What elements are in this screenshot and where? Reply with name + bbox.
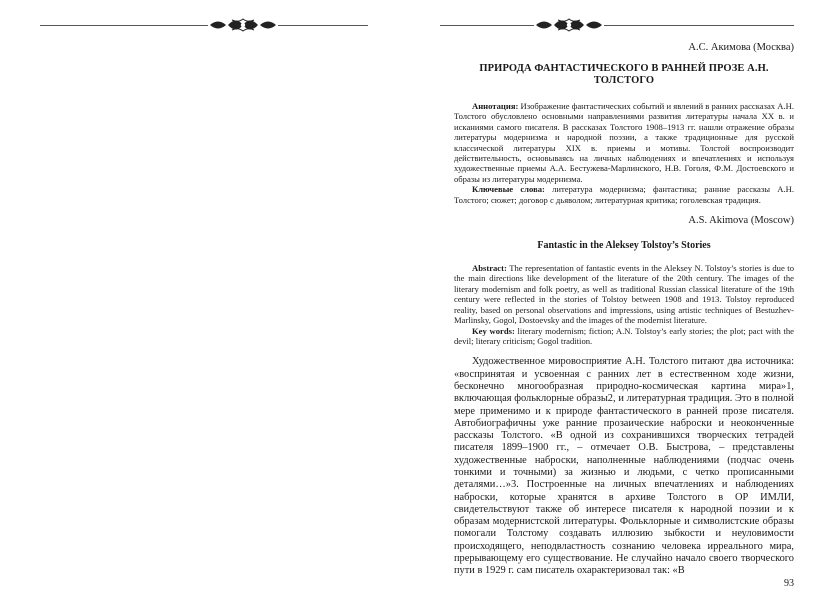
- author-en: A.S. Akimova (Moscow): [688, 215, 794, 227]
- body-paragraph: Художественное мировосприятие А.Н. Толстого питают два источника: «воспринятая и усвоенная с ранних лет в естественном ходе жизни, бесконечно многообразная природно-космическая картина мира»1, включающая фольклорные образы2, и литературная традиция. Это в полной мере применимо и к природе фантастического в ранней прозе писателя. Автобиографичны уже ранние прозаические наброски и неоконченные рассказы Толстого. «В одной из сохранившихся творческих тетрадей писателя 1899–1900 гг., – отмечает О.В. Быстрова, – представлены художественные наброски, наполненные наблюдениями (подчас очень тонкими и точными) за жизнью и людьми, с четко прописанными деталями…»3. Построенные на личных впечатлениях и наблюдениях наброски, которые хранятся в архиве Толстого в ОР ИМЛИ, свидетельствуют также об интересе писателя к народной поэзии и к образам модернистской литературы. Фольклорные и символистские образы помогали Толстому создавать иллюзию зыбкости и неуловимости происходящего, неподвластность сознанию человека ирреального мира, прерывающему его существование. Не случайно начало своего творческого пути в 1929 г. сам писатель охарактеризовал так: «В: [454, 356, 794, 577]
- abstract-text: The representation of fantastic events in the Aleksey N. Tolstoy’s stories is due to the main directions like development of the literature of the 20th century. The images of the literary modernism and folk poetry, as well as traditional Russian classical literature of the 19th century were reflected in the stories of Tolstoy between 1908 and 1913. Tolstoy reproduced reality, based on personal observations and impressions, using artistic techniques of Bestuzhev-Marlinsky, Gogol, Dostoevsky and the images of the modernist literature.: [454, 263, 794, 326]
- right-header-rule-right: [604, 25, 794, 26]
- keywords-en: [454, 326, 794, 347]
- author-ru: А.С. Акимова (Москва): [688, 42, 794, 53]
- keywords-ru-text: литература модернизма; фантастика; ранние рассказы А.Н. Толстого; сюжет; договор с дьяволом; литературная критика; гоголевская традиция.: [454, 184, 794, 205]
- abstract-en: [454, 263, 794, 325]
- article: [454, 42, 794, 578]
- page-number: 93: [784, 578, 794, 589]
- abstract-label: Abstract:: [472, 263, 507, 274]
- keywords-ru-label: Ключевые слова:: [472, 184, 545, 195]
- right-page: [410, 0, 820, 609]
- right-header-ornament-icon: [534, 14, 604, 36]
- annotation-text: Изображение фантастических событий и явлений в ранних рассказах А.Н. Толстого обусловлено основными направлениями развития литературы начала XX в. и исканиями самого писателя. В рассказах Толстого 1908–1913 гг. нашли отражение образы литературы модернизма и народной поэзии, а также традиционные для русской классической литературы XIX в. приемы и мотивы. Толстой воспроизводит действительность, основываясь на личных наблюдениях и впечатлениях и используя художественные приемы А.А. Бестужева-Марлинского, Н.В. Гоголя, Ф.М. Достоевского и образы из литературы модернизма.: [454, 101, 794, 184]
- left-header-ornament-icon: [208, 14, 278, 36]
- annotation-ru: [454, 101, 794, 184]
- keywords-en-text: literary modernism; fiction; A.N. Tolstoy’s early stories; the plot; pact with the devil; literary criticism; Gogol tradition.: [454, 325, 794, 346]
- right-header-rule: [440, 25, 534, 26]
- keywords-ru: [454, 184, 794, 205]
- title-ru: ПРИРОДА ФАНТАСТИЧЕСКОГО В РАННЕЙ ПРОЗЕ А.Н. ТОЛСТОГО: [479, 63, 769, 86]
- keywords-en-label: Key words:: [472, 325, 515, 336]
- left-header-rule-right: [278, 25, 368, 26]
- left-header-rule: [40, 25, 208, 26]
- title-en: Fantastic in the Aleksey Tolstoy’s Stories: [537, 240, 711, 252]
- annotation-label: Аннотация:: [472, 101, 519, 111]
